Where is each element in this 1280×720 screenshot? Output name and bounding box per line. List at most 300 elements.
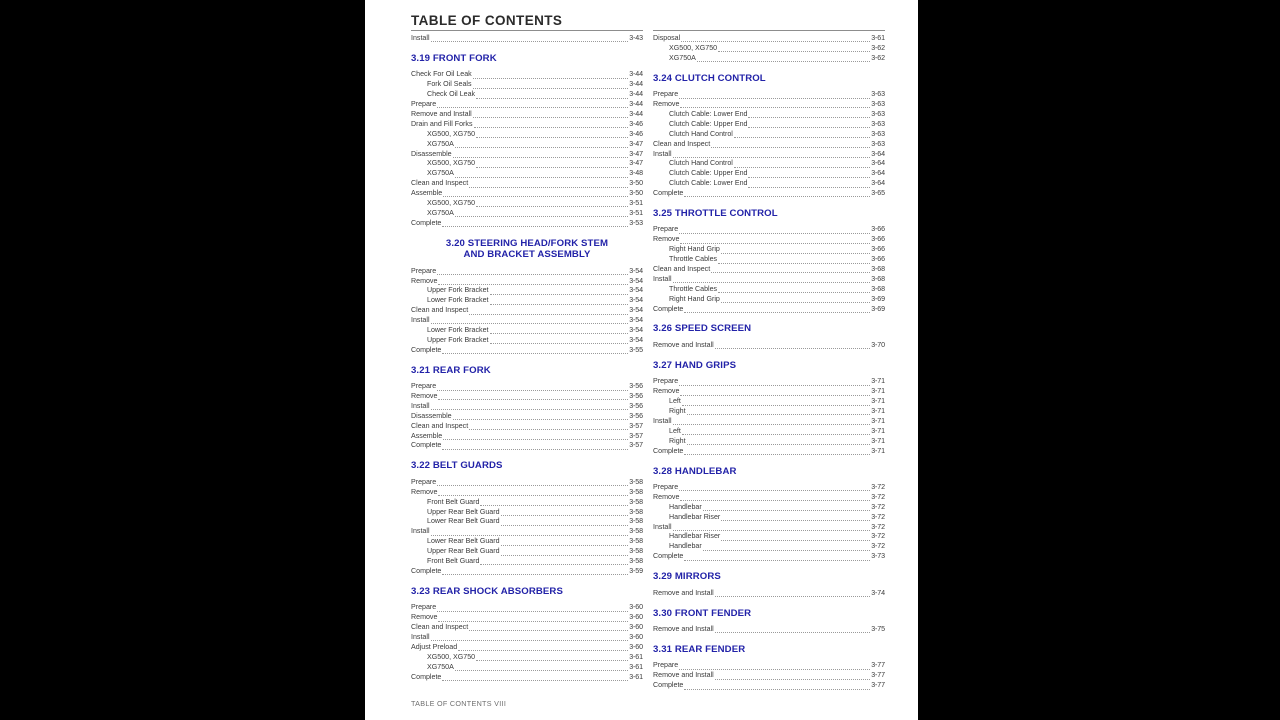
toc-entry[interactable] [411,90,643,100]
toc-entry[interactable] [411,110,643,120]
toc-leader-dots [453,157,629,158]
toc-entry-page-number: 3-61 [629,652,643,661]
toc-leader-dots [715,596,870,597]
toc-entry-page-number: 3-68 [871,274,885,283]
toc-leader-dots [431,41,629,42]
toc-leader-dots [715,679,870,680]
toc-section-heading-line: 3.27 HAND GRIPS [653,359,737,371]
toc-entry-label: Remove [653,387,680,396]
toc-entry[interactable] [653,589,885,599]
toc-entry-page-number: 3-58 [629,477,643,486]
toc-entry[interactable] [411,623,643,633]
toc-leader-dots [476,206,628,207]
toc-leader-dots [679,385,870,386]
toc-entry[interactable] [411,643,643,653]
toc-entry-label: Clutch Cable: Upper End [669,119,748,128]
toc-leader-dots [480,505,628,506]
toc-entry[interactable] [653,44,885,54]
toc-entry-label: Remove and Install [653,588,714,597]
toc-leader-dots [711,272,870,273]
toc-entry-label: Clean and Inspect [411,179,469,188]
toc-entry[interactable] [653,407,885,417]
toc-entry-page-number: 3-51 [629,208,643,217]
toc-leader-dots [681,41,870,42]
toc-entry[interactable] [411,633,643,643]
toc-entry[interactable] [653,417,885,427]
toc-entry[interactable] [653,169,885,179]
toc-leader-dots [490,294,629,295]
toc-entry-page-number: 3-60 [629,632,643,641]
toc-entry[interactable] [653,483,885,493]
toc-entry[interactable] [653,100,885,110]
toc-section-heading-line: 3.29 MIRRORS [653,571,721,583]
toc-section-heading-line: 3.19 FRONT FORK [411,52,497,64]
toc-entry[interactable] [653,275,885,285]
toc-entry-label: Prepare [411,100,437,109]
toc-entry-label: XG750A [427,662,454,671]
toc-entry[interactable] [411,442,643,452]
toc-entry-label: Remove [411,613,438,622]
toc-entry-page-number: 3-60 [629,642,643,651]
toc-entry[interactable] [411,179,643,189]
toc-entry-page-number: 3-60 [629,603,643,612]
toc-entry-page-number: 3-58 [629,547,643,556]
toc-entry-label: Right [669,407,686,416]
toc-entry-page-number: 3-61 [871,34,885,42]
toc-entry-label: Prepare [653,661,679,670]
toc-entry-label: Handlebar Riser [669,532,721,541]
toc-leader-dots [748,177,870,178]
toc-leader-dots [438,621,628,622]
toc-entry-page-number: 3-71 [871,377,885,386]
toc-entry-page-number: 3-63 [871,100,885,109]
toc-entry[interactable] [411,316,643,326]
toc-section-heading[interactable] [653,571,885,583]
toc-entry-page-number: 3-44 [629,70,643,79]
toc-entry[interactable] [653,245,885,255]
toc-entry[interactable] [653,542,885,552]
toc-entry-page-number: 3-77 [871,671,885,680]
toc-entry[interactable] [411,286,643,296]
toc-leader-dots [455,147,628,148]
toc-entry-page-number: 3-72 [871,502,885,511]
toc-entry-page-number: 3-72 [871,532,885,541]
toc-entry-label: Install [411,401,430,410]
toc-entry-label: XG500, XG750 [427,159,476,168]
toc-entry-page-number: 3-66 [871,235,885,244]
toc-entry-label: Complete [411,345,442,354]
toc-entry[interactable] [411,306,643,316]
toc-entry-page-number: 3-50 [629,189,643,198]
toc-entry-page-number: 3-68 [871,265,885,274]
toc-entry-label: Prepare [411,477,437,486]
toc-entry-page-number: 3-63 [871,119,885,128]
toc-entry[interactable] [653,130,885,140]
toc-entry[interactable] [411,34,643,44]
toc-entry[interactable] [411,159,643,169]
toc-entry[interactable] [411,488,643,498]
toc-entry-page-number: 3-56 [629,401,643,410]
toc-entry[interactable] [411,498,643,508]
toc-entry-label: Prepare [411,266,437,275]
toc-entry[interactable] [411,267,643,277]
toc-leader-dots [437,107,628,108]
toc-entry[interactable] [653,179,885,189]
toc-entry[interactable] [411,219,643,229]
toc-entry-page-number: 3-61 [629,662,643,671]
toc-leader-dots [473,88,629,89]
toc-leader-dots [442,574,628,575]
toc-entry-page-number: 3-71 [871,436,885,445]
toc-leader-dots [438,284,628,285]
toc-entry[interactable] [653,387,885,397]
toc-entry[interactable] [411,547,643,557]
toc-entry[interactable] [411,527,643,537]
toc-section-heading-line: 3.20 STEERING HEAD/FORK STEM [445,237,609,249]
toc-entry-page-number: 3-63 [871,109,885,118]
toc-section-heading-line: 3.28 HANDLEBAR [653,465,737,477]
toc-entry[interactable] [411,663,643,673]
toc-entry-label: Upper Fork Bracket [427,335,489,344]
toc-entry-page-number: 3-75 [871,625,885,633]
toc-entry-label: Clean and Inspect [653,139,711,148]
toc-entry-page-number: 3-56 [629,411,643,420]
toc-leader-dots [442,353,628,354]
toc-leader-dots [480,564,628,565]
toc-leader-dots [437,485,628,486]
toc-entry-page-number: 3-44 [629,80,643,89]
toc-leader-dots [469,314,628,315]
toc-entry-page-number: 3-57 [629,441,643,450]
toc-leader-dots [438,495,628,496]
toc-entry-page-number: 3-65 [871,189,885,198]
toc-section-heading[interactable] [653,73,885,85]
toc-section-heading[interactable] [653,466,885,478]
toc-entry-page-number: 3-57 [629,421,643,430]
toc-entry-label: XG500, XG750 [669,43,718,52]
toc-entry[interactable] [653,513,885,523]
toc-entry[interactable] [411,100,643,110]
toc-entry-page-number: 3-58 [629,487,643,496]
toc-leader-dots [673,424,871,425]
toc-leader-dots [673,530,871,531]
toc-entry-label: Upper Rear Belt Guard [427,547,500,556]
toc-leader-dots [473,78,628,79]
toc-entry[interactable] [411,296,643,306]
toc-entry[interactable] [411,382,643,392]
toc-entry-page-number: 3-71 [871,446,885,455]
toc-leader-dots [476,98,628,99]
page-title: TABLE OF CONTENTS [411,13,563,28]
toc-leader-dots [476,137,628,138]
toc-entry-page-number: 3-58 [629,517,643,526]
toc-leader-dots [679,490,870,491]
toc-entry[interactable] [411,412,643,422]
toc-entry[interactable] [411,346,643,356]
toc-leader-dots [431,323,629,324]
toc-entry-label: Disposal [653,34,681,42]
toc-entry-page-number: 3-71 [871,426,885,435]
toc-entry[interactable] [653,54,885,64]
toc-entry-label: Install [653,149,672,158]
toc-entry-page-number: 3-48 [629,169,643,178]
toc-entry[interactable] [411,432,643,442]
toc-entry[interactable] [653,305,885,315]
toc-entry[interactable] [653,225,885,235]
toc-leader-dots [715,632,870,633]
toc-entry-page-number: 3-74 [871,588,885,597]
toc-section-heading[interactable] [653,208,885,220]
toc-section-heading[interactable] [411,460,643,472]
toc-entry-label: Complete [653,304,684,313]
toc-entry-page-number: 3-51 [629,198,643,207]
toc-entry-page-number: 3-70 [871,340,885,349]
toc-entry-page-number: 3-69 [871,304,885,313]
toc-entry[interactable] [653,523,885,533]
toc-entry-label: Install [653,416,672,425]
toc-leader-dots [721,302,870,303]
toc-leader-dots [679,669,870,670]
toc-entry-label: Clean and Inspect [411,623,469,632]
toc-entry-label: Prepare [653,377,679,386]
toc-entry[interactable] [653,447,885,457]
toc-entry[interactable] [653,503,885,513]
toc-leader-dots [718,263,870,264]
toc-entry[interactable] [653,265,885,275]
toc-entry-label: Front Belt Guard [427,557,480,565]
toc-leader-dots [687,414,871,415]
toc-leader-dots [748,187,870,188]
toc-entry-page-number: 3-72 [871,492,885,501]
toc-entry[interactable] [411,422,643,432]
toc-entry[interactable] [653,661,885,671]
toc-entry-page-number: 3-64 [871,149,885,158]
toc-entry[interactable] [653,671,885,681]
toc-entry[interactable] [411,673,643,683]
toc-entry-page-number: 3-44 [629,109,643,118]
toc-entry[interactable] [653,189,885,199]
toc-entry[interactable] [411,567,643,577]
toc-entry-page-number: 3-58 [629,527,643,536]
toc-entry[interactable] [653,150,885,160]
toc-leader-dots [711,147,870,148]
toc-entry-page-number: 3-62 [871,43,885,52]
toc-entry-label: Clutch Hand Control [669,159,733,168]
toc-leader-dots [455,216,628,217]
toc-entry-page-number: 3-58 [629,497,643,506]
toc-entry-page-number: 3-58 [629,557,643,565]
toc-entry[interactable] [653,625,885,635]
toc-entry[interactable] [411,277,643,287]
toc-entry-label: Remove [411,392,438,401]
toc-leader-dots [442,226,628,227]
toc-entry[interactable] [411,169,643,179]
toc-entry-page-number: 3-54 [629,296,643,305]
toc-entry-label: Prepare [653,90,679,99]
toc-entry[interactable] [653,110,885,120]
toc-entry-label: Complete [653,552,684,561]
toc-entry-page-number: 3-69 [871,294,885,303]
toc-leader-dots [501,515,629,516]
toc-entry-label: Prepare [411,603,437,612]
toc-leader-dots [469,429,628,430]
toc-leader-dots [748,127,870,128]
toc-entry-label: Remove [653,235,680,244]
toc-leader-dots [455,177,628,178]
toc-section-heading-line: 3.23 REAR SHOCK ABSORBERS [411,585,563,597]
toc-section-heading[interactable] [653,360,885,372]
toc-entry-page-number: 3-54 [629,325,643,334]
toc-entry-page-number: 3-72 [871,483,885,491]
toc-entry-label: Remove [653,492,680,501]
toc-entry-label: Complete [411,566,442,575]
toc-entry[interactable] [653,120,885,130]
toc-entry-page-number: 3-68 [871,284,885,293]
toc-section-heading[interactable] [411,238,643,261]
toc-leader-dots [721,540,870,541]
toc-entry-label: Prepare [411,382,437,391]
toc-entry-page-number: 3-58 [629,507,643,516]
toc-leader-dots [476,167,628,168]
toc-leader-dots [673,282,871,283]
toc-entry[interactable] [653,140,885,150]
toc-entry-page-number: 3-47 [629,149,643,158]
toc-leader-dots [501,525,629,526]
toc-entry-label: Drain and Fill Forks [411,119,473,128]
toc-entry[interactable] [653,90,885,100]
toc-entry-page-number: 3-54 [629,276,643,285]
toc-leader-dots [718,292,870,293]
toc-leader-dots [680,107,870,108]
toc-entry-page-number: 3-60 [629,623,643,632]
toc-entry-page-number: 3-72 [871,522,885,531]
toc-entry[interactable] [411,70,643,80]
toc-entry[interactable] [411,150,643,160]
toc-entry[interactable] [411,557,643,567]
toc-entry-label: Assemble [411,189,443,198]
toc-entry[interactable] [653,285,885,295]
toc-entry-label: Clutch Cable: Upper End [669,169,748,178]
toc-section-heading[interactable] [411,586,643,598]
toc-entry[interactable] [653,681,885,691]
toc-entry-label: Remove [411,487,438,496]
toc-leader-dots [458,650,628,651]
toc-entry[interactable] [411,537,643,547]
toc-entry-label: XG500, XG750 [427,652,476,661]
toc-entry[interactable] [411,336,643,346]
toc-entry-label: Clutch Cable: Lower End [669,179,748,188]
toc-entry[interactable] [411,326,643,336]
toc-entry[interactable] [411,603,643,613]
toc-entry-label: Disassemble [411,411,452,420]
toc-entry[interactable] [653,341,885,351]
toc-entry[interactable] [411,478,643,488]
toc-entry-page-number: 3-72 [871,512,885,521]
toc-entry-label: Prepare [653,225,679,234]
toc-entry[interactable] [653,34,885,44]
toc-section-heading[interactable] [653,608,885,620]
toc-entry[interactable] [411,517,643,527]
toc-leader-dots [673,157,871,158]
toc-leader-dots [682,434,870,435]
toc-entry[interactable] [411,80,643,90]
toc-entry-label: Install [653,522,672,531]
toc-entry[interactable] [411,508,643,518]
toc-entry-label: Lower Fork Bracket [427,325,489,334]
toc-entry-page-number: 3-63 [871,90,885,99]
toc-entry-label: Complete [411,441,442,450]
toc-entry-page-number: 3-63 [871,139,885,148]
toc-leader-dots [734,167,870,168]
toc-leader-dots [679,233,870,234]
toc-entry[interactable] [653,377,885,387]
toc-entry[interactable] [411,653,643,663]
toc-entry[interactable] [653,397,885,407]
toc-entry[interactable] [653,427,885,437]
toc-leader-dots [501,545,629,546]
toc-entry-label: Handlebar Riser [669,512,721,521]
toc-section-heading[interactable] [411,53,643,65]
toc-entry[interactable] [411,402,643,412]
toc-leader-dots [490,333,629,334]
toc-leader-dots [721,253,870,254]
toc-entry[interactable] [411,120,643,130]
toc-entry[interactable] [411,392,643,402]
toc-entry-page-number: 3-46 [629,119,643,128]
toc-entry-label: Complete [653,681,684,690]
toc-section-heading[interactable] [411,365,643,377]
toc-entry-label: Remove and Install [411,109,472,118]
toc-column-left [411,30,643,682]
toc-entry[interactable] [653,255,885,265]
toc-entry[interactable] [411,613,643,623]
toc-section-heading[interactable] [653,323,885,335]
toc-entry-label: XG750A [669,53,696,62]
toc-entry[interactable] [411,140,643,150]
toc-entry[interactable] [653,532,885,542]
toc-entry[interactable] [653,295,885,305]
toc-entry-label: XG750A [427,139,454,148]
toc-entry[interactable] [653,235,885,245]
toc-section-heading[interactable] [653,644,885,656]
toc-entry-label: Right [669,436,686,445]
toc-leader-dots [684,196,870,197]
toc-leader-dots [473,117,628,118]
toc-entry[interactable] [411,209,643,219]
toc-entry-label: Prepare [653,483,679,491]
toc-entry-page-number: 3-54 [629,306,643,315]
toc-entry[interactable] [653,552,885,562]
toc-entry-page-number: 3-62 [871,53,885,62]
toc-entry[interactable] [653,159,885,169]
toc-entry[interactable] [411,130,643,140]
toc-leader-dots [469,187,628,188]
toc-entry[interactable] [653,493,885,503]
toc-entry-page-number: 3-47 [629,159,643,168]
toc-entry-page-number: 3-59 [629,566,643,575]
toc-leader-dots [680,243,870,244]
toc-entry-page-number: 3-64 [871,159,885,168]
toc-leader-dots [437,274,628,275]
toc-entry-page-number: 3-77 [871,681,885,690]
toc-entry-label: Remove [411,276,438,285]
toc-entry-label: Complete [411,672,442,681]
toc-entry[interactable] [411,189,643,199]
toc-entry[interactable] [653,437,885,447]
toc-entry[interactable] [411,199,643,209]
toc-entry-page-number: 3-71 [871,387,885,396]
toc-entry-label: Handlebar [669,542,702,551]
